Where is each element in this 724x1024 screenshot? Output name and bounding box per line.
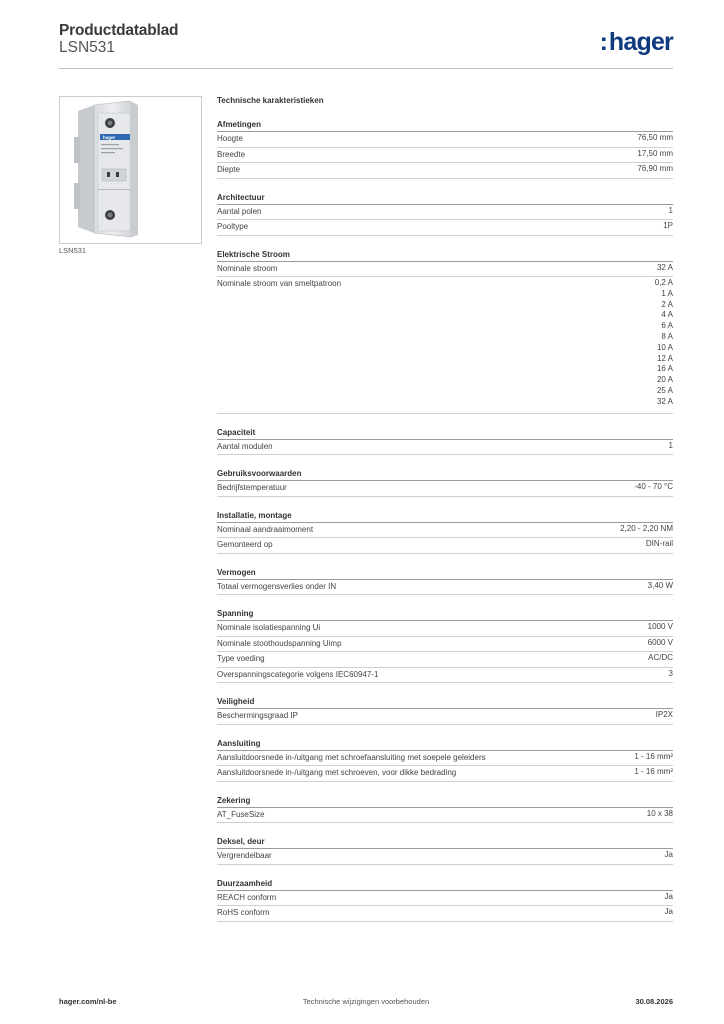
product-image xyxy=(59,96,202,244)
spec-label: Pooltype xyxy=(217,222,249,231)
spec-value-line: 3 xyxy=(668,668,673,678)
spec-section xyxy=(217,119,673,179)
section-title: Afmetingen xyxy=(217,119,673,132)
spec-row xyxy=(217,205,673,221)
spec-row xyxy=(217,766,673,782)
spec-row xyxy=(217,440,673,456)
spec-value-line: 8 A xyxy=(661,331,673,341)
image-caption: LSN531 xyxy=(59,246,87,255)
spec-value-line: 32 A xyxy=(656,262,673,272)
spec-label: Beschermingsgraad IP xyxy=(217,711,298,721)
footer-date: 30.08.2026 xyxy=(635,997,673,1006)
spec-value-line: DIN-rail xyxy=(645,539,673,549)
spec-label: Nominale stoothoudspanning Uimp xyxy=(217,638,342,648)
spec-value-line: 0,2 A xyxy=(654,278,673,287)
spec-section xyxy=(217,567,673,596)
spec-value-line: Ja xyxy=(664,891,673,901)
spec-row xyxy=(217,652,673,668)
spec-value-line: 76,90 mm xyxy=(637,164,673,173)
spec-value xyxy=(648,638,673,649)
spec-value-line: 25 A xyxy=(656,385,673,395)
spec-row xyxy=(217,277,673,414)
spec-label: Nominaal aandraaimoment xyxy=(217,524,314,534)
spec-value xyxy=(646,539,673,550)
spec-section xyxy=(217,468,673,497)
spec-section xyxy=(217,738,673,782)
spec-value xyxy=(656,710,673,721)
footer-disclaimer: Technische wijzigingen voorbehouden xyxy=(302,997,430,1006)
spec-label: Vergrendelbaar xyxy=(217,851,272,861)
footer-website: hager.com/nl-be xyxy=(59,997,117,1006)
spec-row xyxy=(217,220,673,236)
spec-label: Gemonteerd op xyxy=(217,540,273,550)
section-title: Duurzaamheid xyxy=(217,878,673,891)
spec-section xyxy=(217,192,673,236)
hager-logo xyxy=(600,28,673,57)
spec-value xyxy=(657,263,673,274)
page-footer xyxy=(59,997,673,1009)
spec-label: RoHS conform xyxy=(217,908,270,918)
spec-label: Type voeding xyxy=(217,654,265,664)
spec-value-line: 1 xyxy=(668,440,673,450)
spec-row xyxy=(217,481,673,497)
spec-section xyxy=(217,878,673,922)
spec-row xyxy=(217,132,673,148)
spec-label: Aansluitdoorsnede in-/uitgang met schroeven, voor dikke bedrading xyxy=(217,768,457,778)
spec-value xyxy=(634,482,673,493)
section-title: Aansluiting xyxy=(217,738,673,751)
spec-value xyxy=(648,653,673,664)
spec-value-line: 1 - 16 mm² xyxy=(634,767,673,777)
spec-row xyxy=(217,751,673,767)
section-title: Deksel, deur xyxy=(217,836,673,849)
section-title: Elektrische Stroom xyxy=(217,249,673,262)
spec-label: Diepte xyxy=(217,165,241,174)
label-brand-text: hager xyxy=(103,135,116,140)
spec-label: Hoogte xyxy=(217,134,243,143)
spec-label: Overspanningscategorie volgens IEC60947-1 xyxy=(217,669,379,679)
spec-value xyxy=(637,149,673,160)
spec-row xyxy=(217,580,673,596)
spec-label: AT_FuseSize xyxy=(217,809,265,819)
spec-label: Bedrijfstemperatuur xyxy=(217,483,287,493)
spec-section xyxy=(217,249,673,414)
spec-row xyxy=(217,637,673,653)
spec-label: Totaal vermogensverlies onder IN xyxy=(217,581,337,591)
spec-value-line: 17,50 mm xyxy=(637,148,673,158)
spec-value xyxy=(634,752,673,763)
spec-section xyxy=(217,608,673,683)
spec-value xyxy=(655,278,673,408)
technical-specifications xyxy=(217,94,673,935)
spec-value-line: 1P xyxy=(663,221,673,230)
spec-value-line: 76,50 mm xyxy=(637,133,673,142)
spec-label: Aantal modulen xyxy=(217,441,273,451)
spec-label: REACH conform xyxy=(217,892,277,902)
section-title: Architectuur xyxy=(217,192,673,205)
spec-value-line: Ja xyxy=(664,850,673,860)
spec-value-line: 1 - 16 mm² xyxy=(634,751,673,761)
spec-value xyxy=(648,581,673,592)
spec-value xyxy=(648,622,673,633)
spec-value-line: 10 A xyxy=(656,342,673,352)
spec-value-line: IP2X xyxy=(655,710,673,720)
spec-row xyxy=(217,523,673,539)
spec-section xyxy=(217,510,673,554)
spec-value-line: 20 A xyxy=(656,375,673,385)
spec-label: Nominale stroom van smeltpatroon xyxy=(217,279,342,288)
logo-text: hager xyxy=(608,28,673,56)
fuse-holder-illustration xyxy=(60,97,201,243)
spec-value-line: 6000 V xyxy=(647,637,673,647)
spec-row xyxy=(217,849,673,865)
section-title: Vermogen xyxy=(217,567,673,580)
document-title: Productdatablad xyxy=(59,22,179,39)
spec-section xyxy=(217,795,673,824)
spec-section xyxy=(217,696,673,725)
section-title: Veiligheid xyxy=(217,696,673,709)
spec-row xyxy=(217,891,673,907)
spec-value-line: 4 A xyxy=(661,310,673,320)
spec-value-line: -40 - 70 °C xyxy=(634,482,673,492)
spec-row xyxy=(217,262,673,278)
spec-row xyxy=(217,538,673,554)
spec-label: Nominale stroom xyxy=(217,263,278,273)
spec-value-line: Ja xyxy=(664,907,673,917)
spec-value xyxy=(669,206,673,217)
spec-value xyxy=(634,767,673,778)
spec-label: Nominale isolatiespanning Ui xyxy=(217,623,321,633)
spec-label: Aantal polen xyxy=(217,206,262,216)
spec-row xyxy=(217,668,673,684)
section-title: Zekering xyxy=(217,795,673,808)
section-title: Gebruiksvoorwaarden xyxy=(217,468,673,481)
spec-value xyxy=(665,850,673,861)
spec-value xyxy=(665,892,673,903)
spec-row xyxy=(217,808,673,824)
spec-value-line: 10 x 38 xyxy=(646,808,673,818)
spec-row xyxy=(217,163,673,179)
product-code: LSN531 xyxy=(59,39,116,56)
spec-value xyxy=(637,133,673,144)
spec-row xyxy=(217,709,673,725)
spec-value-line: 1 xyxy=(668,205,673,215)
logo-dot: : xyxy=(599,28,608,56)
section-title: Spanning xyxy=(217,608,673,621)
spec-value-line: 3,40 W xyxy=(647,580,673,590)
spec-row xyxy=(217,906,673,922)
section-title: Capaciteit xyxy=(217,427,673,440)
spec-value-line: 16 A xyxy=(656,364,673,374)
spec-row xyxy=(217,148,673,164)
spec-label: Aansluitdoorsnede in-/uitgang met schroefaansluiting met soepele geleiders xyxy=(217,752,486,762)
spec-value-line: 1 A xyxy=(661,288,673,298)
spec-value xyxy=(637,164,673,175)
spec-value-line: 32 A xyxy=(656,396,673,406)
spec-section xyxy=(217,427,673,456)
section-title: Installatie, montage xyxy=(217,510,673,523)
spec-section xyxy=(217,836,673,865)
spec-value xyxy=(620,524,673,535)
spec-value-line: 6 A xyxy=(661,321,673,331)
page-header xyxy=(59,22,673,68)
spec-value-line: 2 A xyxy=(661,299,673,309)
spec-label: Breedte xyxy=(217,149,246,159)
spec-value xyxy=(665,907,673,918)
specs-title: Technische karakteristieken xyxy=(217,96,324,105)
spec-value-line: 12 A xyxy=(656,353,673,363)
spec-value xyxy=(647,809,673,820)
spec-value xyxy=(669,441,673,452)
header-divider xyxy=(59,68,673,69)
spec-value-line: 2,20 - 2,20 NM xyxy=(620,523,673,533)
spec-sections xyxy=(217,119,673,922)
spec-value xyxy=(669,669,673,680)
spec-value-line: 1000 V xyxy=(647,622,673,632)
spec-value-line: AC/DC xyxy=(648,653,673,663)
spec-value xyxy=(663,221,673,232)
spec-row xyxy=(217,621,673,637)
